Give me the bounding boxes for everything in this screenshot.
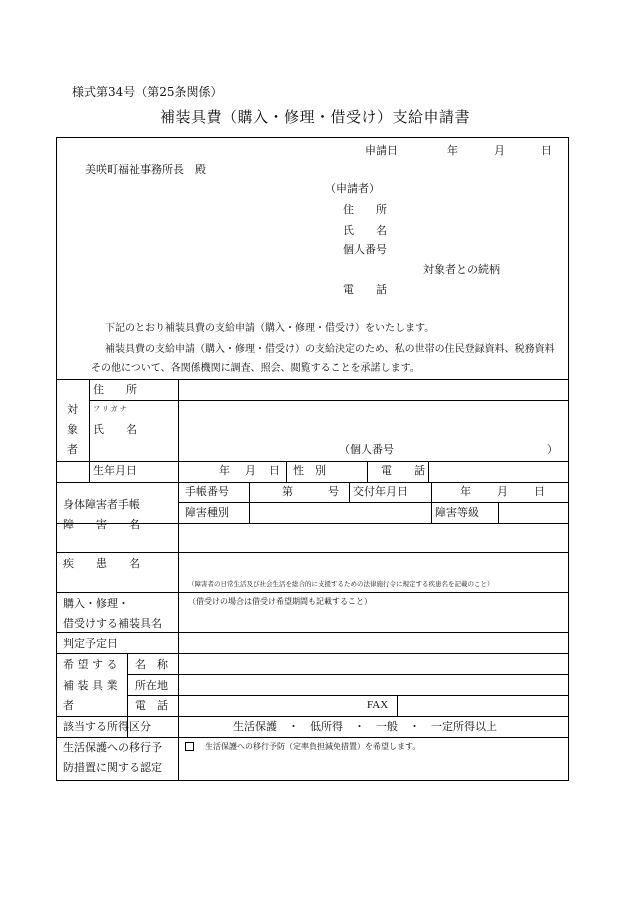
vendor-fax-label: FAX: [367, 699, 389, 711]
transition-text: 生活保護への移行予防（定率負担減免措置）を希望します。: [205, 742, 421, 751]
issued-date-label: 交付年月日: [353, 485, 408, 498]
form-number: 様式第34号（第25条関係）: [72, 85, 223, 99]
subject-name-label: 氏 名: [93, 423, 137, 436]
income-options: 生活保護 ・ 低所得 ・ 一般 ・ 一定所得以上: [233, 720, 497, 733]
device-note: （借受けの場合は借受け希望期間も記載すること）: [188, 597, 372, 606]
transition-label-2: 防措置に関する認定: [63, 761, 162, 774]
application-date-year: 年: [447, 144, 458, 157]
subject-address-label: 住 所: [93, 383, 137, 396]
disability-name-label: 障 害 名: [63, 518, 140, 531]
statement-line-3: その他について、各関係機関に調査、照会、閲覧することを承諾します。: [91, 363, 420, 374]
vendor-name-label: 名 称: [135, 658, 168, 671]
handbook-number-label: 手帳番号: [185, 485, 229, 498]
birth-month: 月: [245, 464, 256, 477]
judgment-date-label: 判定予定日: [63, 637, 118, 650]
applicant-heading: （申請者）: [325, 182, 380, 195]
applicant-address-label: 住 所: [343, 203, 387, 216]
device-label-1: 購入・修理・: [63, 597, 129, 610]
vendor-label-2: 補 装 具 業: [63, 679, 118, 692]
subject-label-1: 対: [67, 403, 78, 416]
disability-grade-label: 障害等級: [435, 506, 479, 519]
birth-date-label: 生年月日: [93, 464, 137, 477]
applicant-name-label: 氏 名: [343, 224, 387, 237]
application-date-month: 月: [494, 144, 505, 157]
disease-name-label: 疾 患 名: [63, 557, 140, 570]
application-date-day: 日: [541, 144, 552, 157]
birth-day: 日: [269, 464, 280, 477]
birth-year: 年: [219, 464, 230, 477]
issued-month: 月: [497, 485, 508, 498]
handbook-number-dai: 第: [282, 485, 293, 498]
application-form: [56, 137, 569, 781]
addressee: 美咲町福祉事務所長 殿: [85, 163, 206, 176]
subject-label-2: 象: [67, 423, 78, 436]
vendor-phone-label: 電 話: [135, 699, 168, 712]
device-label-2: 借受けする補装具名: [63, 617, 162, 630]
subject-mynumber-close: ）: [547, 443, 558, 456]
form-title: 補装具費（購入・修理・借受け）支給申請書: [159, 108, 470, 126]
transition-checkbox[interactable]: [185, 742, 194, 751]
vendor-label-3: 者: [63, 699, 74, 712]
statement-line-1: 下記のとおり補装具費の支給申請（購入・修理・借受け）をいたします。: [105, 323, 435, 334]
issued-day: 日: [534, 485, 545, 498]
disability-type-label: 障害種別: [185, 506, 229, 519]
statement-line-2: 補装具費の支給申請（購入・修理・借受け）の支給決定のため、私の世帯の住民登録資料、税務資料: [105, 344, 555, 355]
transition-label-1: 生活保護への移行予: [63, 741, 162, 754]
vendor-location-label: 所在地: [135, 679, 168, 692]
subject-furigana-label: フリガナ: [93, 405, 129, 413]
subject-phone-label: 電 話: [381, 464, 425, 477]
income-category-label: 該当する所得区分: [63, 720, 151, 733]
relation-label: 対象者との続柄: [423, 263, 500, 276]
handbook-number-go: 号: [328, 485, 339, 498]
application-date-label: 申請日: [365, 144, 398, 157]
subject-label-3: 者: [67, 443, 78, 456]
subject-mynumber-open: （個人番号: [339, 443, 394, 456]
issued-year: 年: [460, 485, 471, 498]
disease-note: （障害者の日常生活及び社会生活を総合的に支援するための法律施行令に規定する疾患名を記載のこと）: [188, 580, 494, 588]
handbook-label: 身体障害者手帳: [63, 498, 140, 511]
vendor-label-1: 希 望 す る: [63, 658, 118, 671]
applicant-phone-label: 電 話: [343, 283, 387, 296]
sex-label: 性 別: [293, 464, 326, 477]
applicant-mynumber-label: 個人番号: [343, 243, 387, 256]
